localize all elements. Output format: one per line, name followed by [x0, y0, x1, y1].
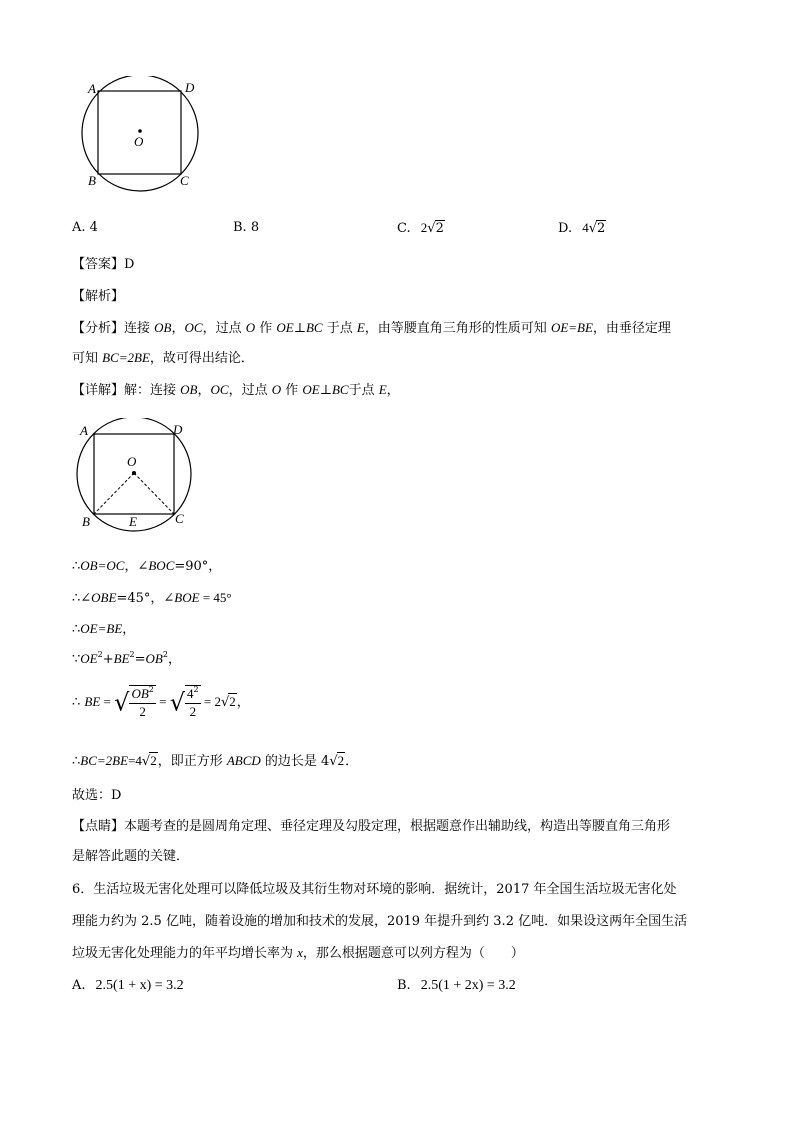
- label-o: O: [134, 134, 144, 149]
- option-a: A. 4: [72, 220, 98, 235]
- label-d: D: [185, 80, 195, 95]
- label-b: B: [82, 514, 90, 529]
- label-e: E: [129, 514, 137, 529]
- step-1: ∴OB=OC，∠BOC=90°，: [72, 558, 222, 574]
- label-c: C: [175, 511, 184, 526]
- q6-option-a: A. 2.5(1 + x) = 3.2: [72, 978, 184, 993]
- label-b: B: [88, 173, 96, 188]
- figure-circle-square-1: [78, 76, 208, 192]
- analysis-heading: 【解析】: [72, 289, 125, 304]
- q6-option-b: B. 2.5(1 + 2x) = 3.2: [397, 978, 516, 993]
- step-4: $\because OE^2+BE^2=OB^2$，: [72, 650, 181, 667]
- step-6: ∴BC=2BE=4√2，即正方形 ABCD 的边长是 4√2．: [72, 753, 359, 769]
- analysis-line-1: 【分析】连接 OB，OC，过点 O 作 OE⊥BC 于点 E，由等腰直角三角形的性质可知 OE=BE，由垂径定理: [72, 320, 671, 336]
- label-o: O: [127, 454, 137, 469]
- option-b: B. 8: [233, 220, 260, 235]
- option-c-radicand: 2: [435, 221, 444, 236]
- option-d-coef: 4: [582, 220, 589, 235]
- label-d: D: [173, 422, 183, 437]
- q6-line-1: 6．生活垃圾无害化处理可以降低垃圾及其衍生物对环境的影响．据统计，2017 年全国生活垃圾无害化处: [72, 882, 677, 897]
- q6-line-3: 垃圾无害化处理能力的年平均增长率为 x，那么根据题意可以列方程为（ ）: [72, 945, 524, 961]
- step-2: ∴∠OBE=45°，∠BOE = 45°: [72, 590, 232, 606]
- option-d-label: D.: [558, 221, 573, 236]
- q6-line-2: 理能力约为 2.5 亿吨，随着设施的增加和技术的发展，2019 年提升到约 3.2 亿吨．如果设这两年全国生活: [72, 914, 688, 929]
- option-c-label: C.: [397, 221, 411, 236]
- choice-conclusion: 故选：D: [72, 788, 122, 803]
- option-c: C. 2√2: [397, 220, 444, 236]
- figure-circle-square-2: [74, 418, 204, 534]
- option-d-radicand: 2: [597, 221, 606, 236]
- comment-line-2: 是解答此题的关键．: [72, 849, 190, 864]
- step-3: ∴OE=BE，: [72, 621, 136, 637]
- step-5: ∴ BE = √ $\frac{OB^2}{2}$ = √ $\frac{4^2}{2}$ = 2√2，: [72, 685, 250, 719]
- option-d: D. 4√2: [558, 220, 606, 236]
- label-c: C: [180, 173, 189, 188]
- detail-line-1: 【详解】解：连接 OB，OC，过点 O 作 OE⊥BC于点 E，: [72, 382, 400, 398]
- label-a: A: [88, 81, 96, 96]
- answer-line: 【答案】D: [72, 257, 135, 272]
- analysis-line-2: 可知 BC=2BE，故可得出结论．: [72, 350, 254, 366]
- option-c-coef: 2: [420, 220, 428, 235]
- comment-line-1: 【点睛】本题考查的是圆周角定理、垂径定理及勾股定理，根据题意作出辅助线，构造出等腰直角三角形: [72, 819, 671, 834]
- label-a: A: [80, 423, 88, 438]
